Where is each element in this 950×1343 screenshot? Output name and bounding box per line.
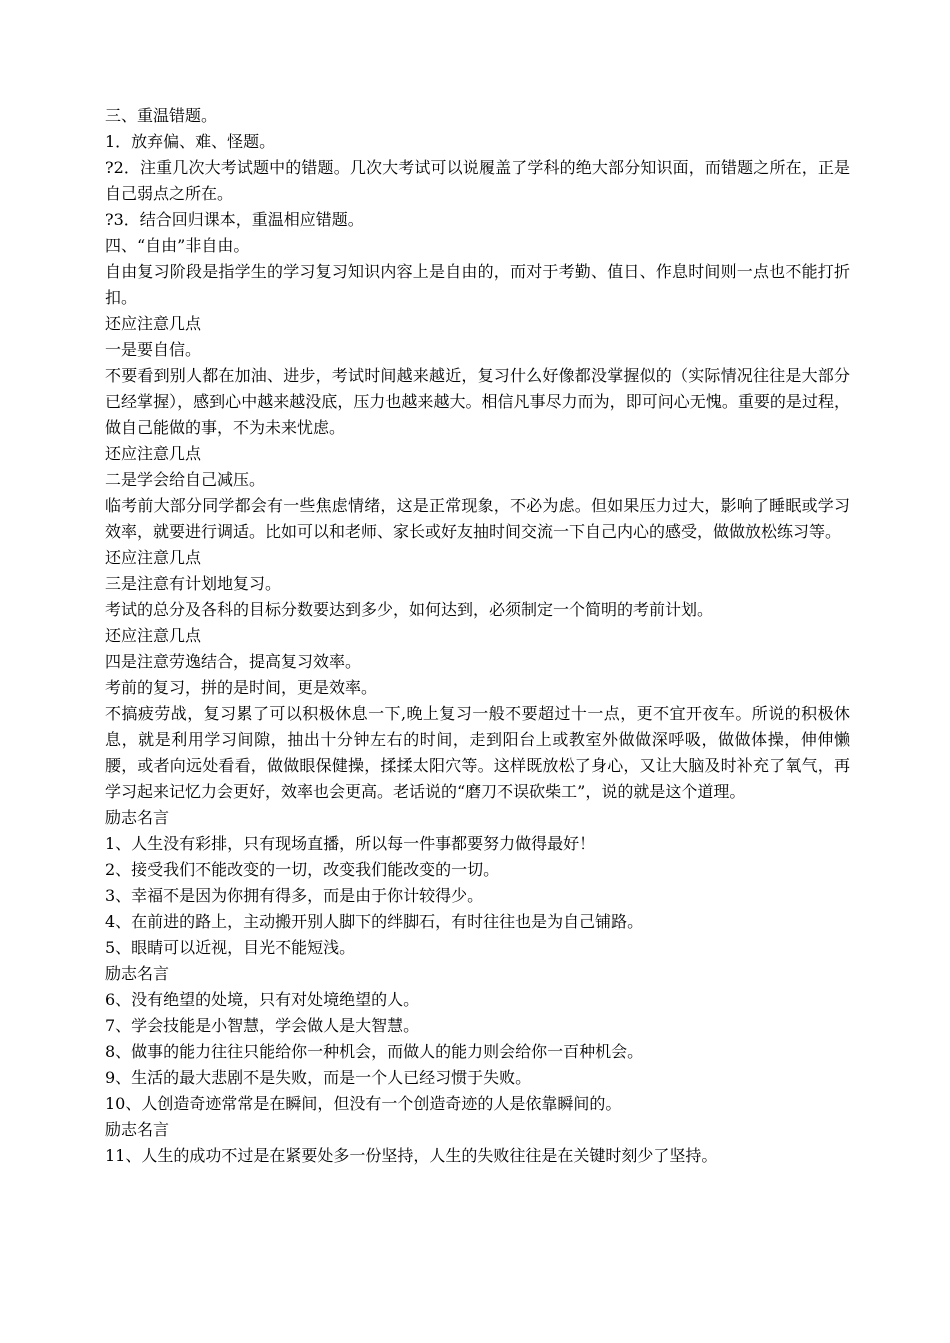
quote-item: 10、人创造奇迹常常是在瞬间，但没有一个创造奇迹的人是依靠瞬间的。	[105, 1094, 622, 1113]
quote-item: 2、接受我们不能改变的一切，改变我们能改变的一切。	[105, 860, 500, 879]
point-heading: 四是注意劳逸结合，提高复习效率。	[105, 652, 362, 671]
point-heading: 二是学会给自己减压。	[105, 470, 266, 489]
quote-item: 6、没有绝望的处境，只有对处境绝望的人。	[105, 990, 420, 1009]
quote-item: 4、在前进的路上，主动搬开别人脚下的绊脚石，有时往往也是为自己铺路。	[105, 912, 644, 931]
point-heading: 一是要自信。	[105, 340, 202, 359]
point-heading: 三是注意有计划地复习。	[105, 574, 282, 593]
list-item: ?2．注重几次大考试题中的错题。几次大考试可以说履盖了学科的绝大部分知识面，而错题之所在，正是自己弱点之所在。	[105, 158, 850, 203]
subheading: 还应注意几点	[105, 444, 202, 463]
paragraph: 不搞疲劳战，复习累了可以积极休息一下,晚上复习一般不要超过十一点，更不宜开夜车。所说的积极休息，就是利用学习间隙，抽出十分钟左右的时间，走到阳台上或教室外做做深呼吸，做做体操，伸伸懒腰，或者向远处看看，做做眼保健操，揉揉太阳穴等。这样既放松了身心，又让大脑及时补充了氧气，再学习起来记忆力会更好，效率也会更高。老话说的“磨刀不误砍柴工”，说的就是这个道理。	[105, 704, 850, 801]
quotes-heading: 励志名言	[105, 1120, 170, 1139]
list-item: ?3．结合回归课本，重温相应错题。	[105, 210, 364, 229]
paragraph: 考前的复习，拼的是时间，更是效率。	[105, 678, 378, 697]
quote-item: 7、学会技能是小智慧，学会做人是大智慧。	[105, 1016, 420, 1035]
document-body	[105, 103, 850, 1169]
section-heading: 四、“自由”非自由。	[105, 236, 250, 255]
paragraph: 不要看到别人都在加油、进步，考试时间越来越近，复习什么好像都没掌握似的（实际情况往往是大部分已经掌握），感到心中越来越没底，压力也越来越大。相信凡事尽力而为，即可问心无愧。重要的是过程，做自己能做的事，不为未来忧虑。	[105, 366, 850, 437]
quotes-heading: 励志名言	[105, 808, 170, 827]
list-item: 1．放弃偏、难、怪题。	[105, 132, 276, 151]
paragraph: 临考前大部分同学都会有一些焦虑情绪，这是正常现象，不必为虑。但如果压力过大，影响了睡眠或学习效率，就要进行调适。比如可以和老师、家长或好友抽时间交流一下自己内心的感受，做做放松练习等。	[105, 496, 850, 541]
subheading: 还应注意几点	[105, 626, 202, 645]
subheading: 还应注意几点	[105, 548, 202, 567]
quote-item: 1、人生没有彩排，只有现场直播，所以每一件事都要努力做得最好！	[105, 834, 596, 853]
section-heading: 三、重温错题。	[105, 106, 218, 125]
subheading: 还应注意几点	[105, 314, 202, 333]
quote-item: 8、做事的能力往往只能给你一种机会，而做人的能力则会给你一百种机会。	[105, 1042, 644, 1061]
quote-item: 5、眼睛可以近视，目光不能短浅。	[105, 938, 356, 957]
quote-item: 9、生活的最大悲剧不是失败，而是一个人已经习惯于失败。	[105, 1068, 532, 1087]
quote-item: 11、人生的成功不过是在紧要处多一份坚持，人生的失败往往是在关键时刻少了坚持。	[105, 1146, 718, 1165]
paragraph: 考试的总分及各科的目标分数要达到多少，如何达到，必须制定一个简明的考前计划。	[105, 600, 714, 619]
quotes-heading: 励志名言	[105, 964, 170, 983]
paragraph: 自由复习阶段是指学生的学习复习知识内容上是自由的，而对于考勤、值日、作息时间则一点也不能打折扣。	[105, 262, 850, 307]
quote-item: 3、幸福不是因为你拥有得多，而是由于你计较得少。	[105, 886, 484, 905]
